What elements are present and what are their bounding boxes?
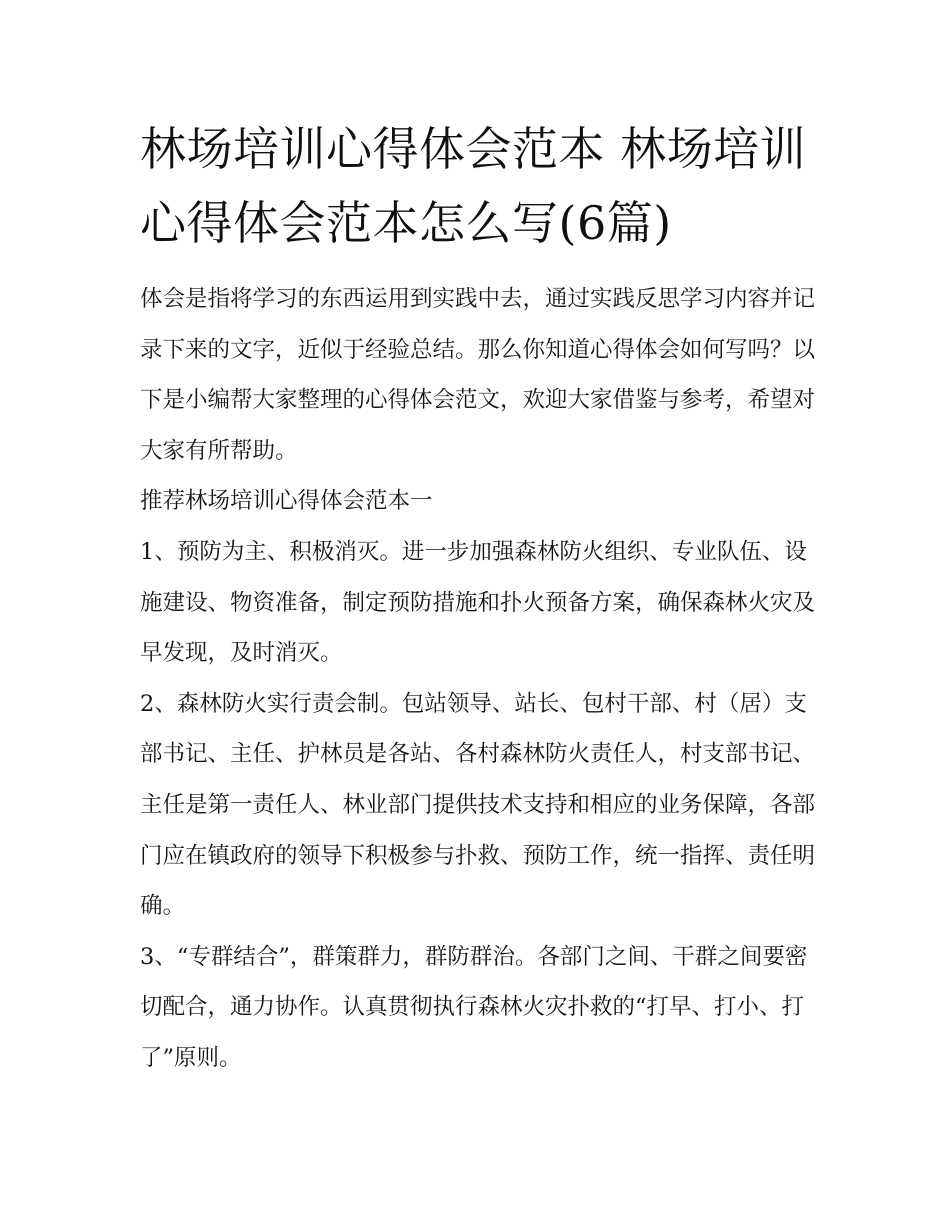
- document-body: [140, 112, 820, 1084]
- point-1-paragraph: 1、预防为主、积极消灭。进一步加强森林防火组织、专业队伍、设施建设、物资准备，制定预防措施和扑火预备方案，确保森林火灾及早发现，及时消灭。: [140, 538, 816, 667]
- document-title: 林场培训心得体会范本 林场培训心得体会范本怎么写(6篇): [140, 122, 807, 250]
- point-2-paragraph: 2、森林防火实行责会制。包站领导、站长、包村干部、村（居）支部书记、主任、护林员是各站、各村森林防火责任人，村支部书记、主任是第一责任人、林业部门提供技术支持和相应的业务保障，各部门应在镇政府的领导下积极参与扑救、预防工作，统一指挥、责任明确。: [140, 690, 816, 920]
- section-heading: 推荐林场培训心得体会范本一: [140, 488, 433, 515]
- intro-paragraph: 体会是指将学习的东西运用到实践中去，通过实践反思学习内容并记录下来的文字，近似于经验总结。那么你知道心得体会如何写吗？以下是小编帮大家整理的心得体会范文，欢迎大家借鉴与参考，希望对大家有所帮助。: [140, 286, 816, 464]
- point-3-paragraph: 3、“专群结合”，群策群力，群防群治。各部门之间、干群之间要密切配合，通力协作。认真贯彻执行森林火灾扑救的“打早、打小、打了”原则。: [140, 943, 808, 1071]
